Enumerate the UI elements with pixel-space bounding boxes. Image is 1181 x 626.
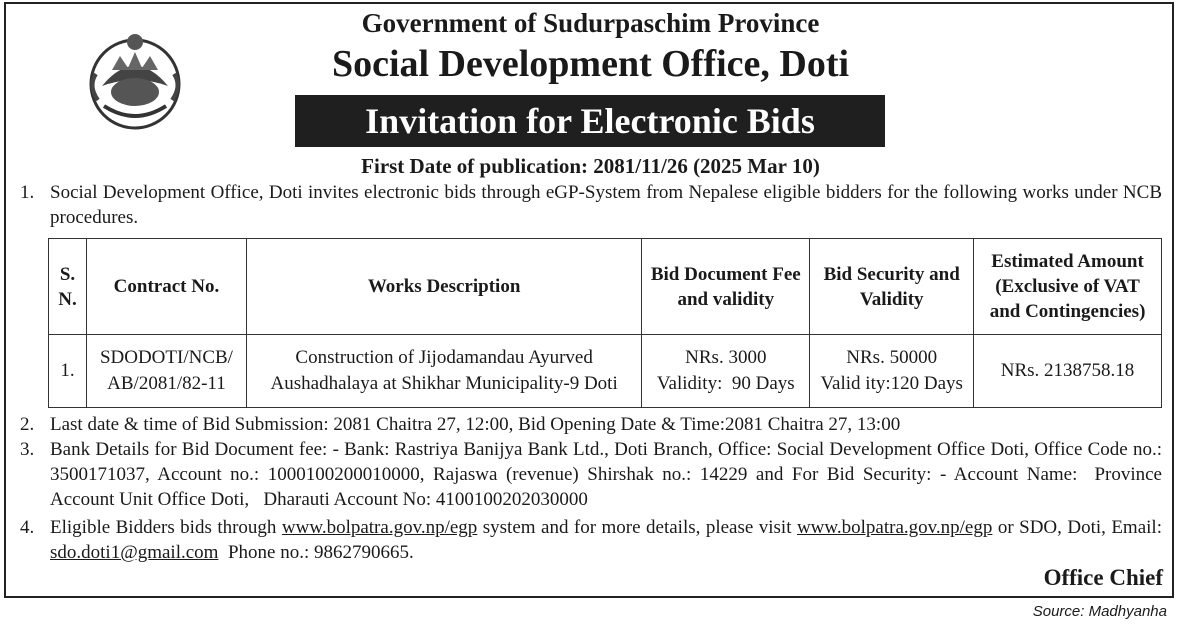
clause-text: Social Development Office, Doti invites electronic bids through eGP-System from Nepalese eligible bidders for the following works under NCB procedures. — [50, 182, 1162, 228]
phone-text: Phone no.: 9862790665. — [218, 542, 414, 563]
clause-text: Bank Details for Bid Document fee: - Bank: Rastriya Banijya Bank Ltd., Doti Branch, Office: Social Development Office Doti, Office Code no.: 3500171037, Account no.: 1000100200010000, Rajaswa (revenue) Shirshak no.: 14229 and For Bid Security: - Account Name: Province Account Unit Office Doti, Dharauti Account No: 4100100202030000 — [50, 439, 1167, 510]
works-line-2: Aushadhalaya at Shikhar Municipality-9 Doti — [270, 373, 618, 394]
header-bid-security: Bid Security and Validity — [810, 239, 974, 335]
publication-date: First Date of publication: 2081/11/26 (2025 Mar 10) — [361, 154, 820, 178]
bolpatra-link-2[interactable]: www.bolpatra.gov.np/egp — [796, 517, 993, 538]
clause-4-text-part: Eligible Bidders bids through — [50, 517, 282, 538]
clause-number: 2. — [20, 414, 35, 435]
security-line-2: Valid ity:120 Days — [820, 373, 963, 394]
clause-text — [50, 515, 1162, 565]
cell-estimated-amount: NRs. 2138758.18 — [974, 335, 1162, 408]
clause-4 — [20, 515, 1162, 565]
table-row — [49, 335, 1162, 408]
title-banner: Invitation for Electronic Bids — [295, 95, 885, 147]
office-heading: Social Development Office, Doti — [331, 43, 850, 85]
email-link[interactable]: sdo.doti1@gmail.com — [50, 542, 219, 563]
clause-4-text-part: or SDO, Doti, Email: — [992, 517, 1162, 538]
bid-table — [48, 238, 1162, 408]
fee-line-2: Validity: 90 Days — [656, 373, 795, 394]
signature: Office Chief — [1043, 565, 1163, 590]
clause-2 — [20, 412, 1162, 437]
clause-number: 1. — [20, 182, 35, 203]
header-works-description: Works Description — [246, 239, 641, 335]
header-estimated-amount: Estimated Amount (Exclusive of VAT and Contingencies) — [974, 239, 1162, 335]
clause-4-text-part: system and for more details, please visit — [477, 517, 797, 538]
fee-line-1: NRs. 3000 — [685, 347, 767, 368]
clause-text: Last date & time of Bid Submission: 2081 Chaitra 27, 12:00, Bid Opening Date & Time:2081 Chaitra 27, 13:00 — [50, 414, 901, 435]
cell-bid-document-fee — [642, 335, 810, 408]
contract-line-1: SDODOTI/NCB/ — [99, 347, 233, 368]
works-line-1: Construction of Jijodamandau Ayurved — [295, 347, 593, 368]
cell-sn: 1. — [49, 335, 87, 408]
cell-works-description — [246, 335, 641, 408]
header-sn: S. N. — [49, 239, 87, 335]
clause-number: 3. — [20, 439, 35, 460]
header-contract-no: Contract No. — [86, 239, 246, 335]
government-heading: Government of Sudurpaschim Province — [361, 8, 820, 38]
cell-bid-security — [810, 335, 974, 408]
header-bid-document-fee: Bid Document Fee and validity — [642, 239, 810, 335]
contract-line-2: AB/2081/82-11 — [107, 373, 226, 394]
clause-number: 4. — [20, 517, 35, 538]
clause-1 — [20, 180, 1162, 230]
clause-3 — [20, 437, 1167, 512]
cell-contract-no — [86, 335, 246, 408]
table-header-row — [49, 239, 1162, 335]
bolpatra-link[interactable]: www.bolpatra.gov.np/egp — [281, 517, 478, 538]
security-line-1: NRs. 50000 — [846, 347, 938, 368]
source-credit: Source: Madhyanha — [1032, 603, 1167, 620]
